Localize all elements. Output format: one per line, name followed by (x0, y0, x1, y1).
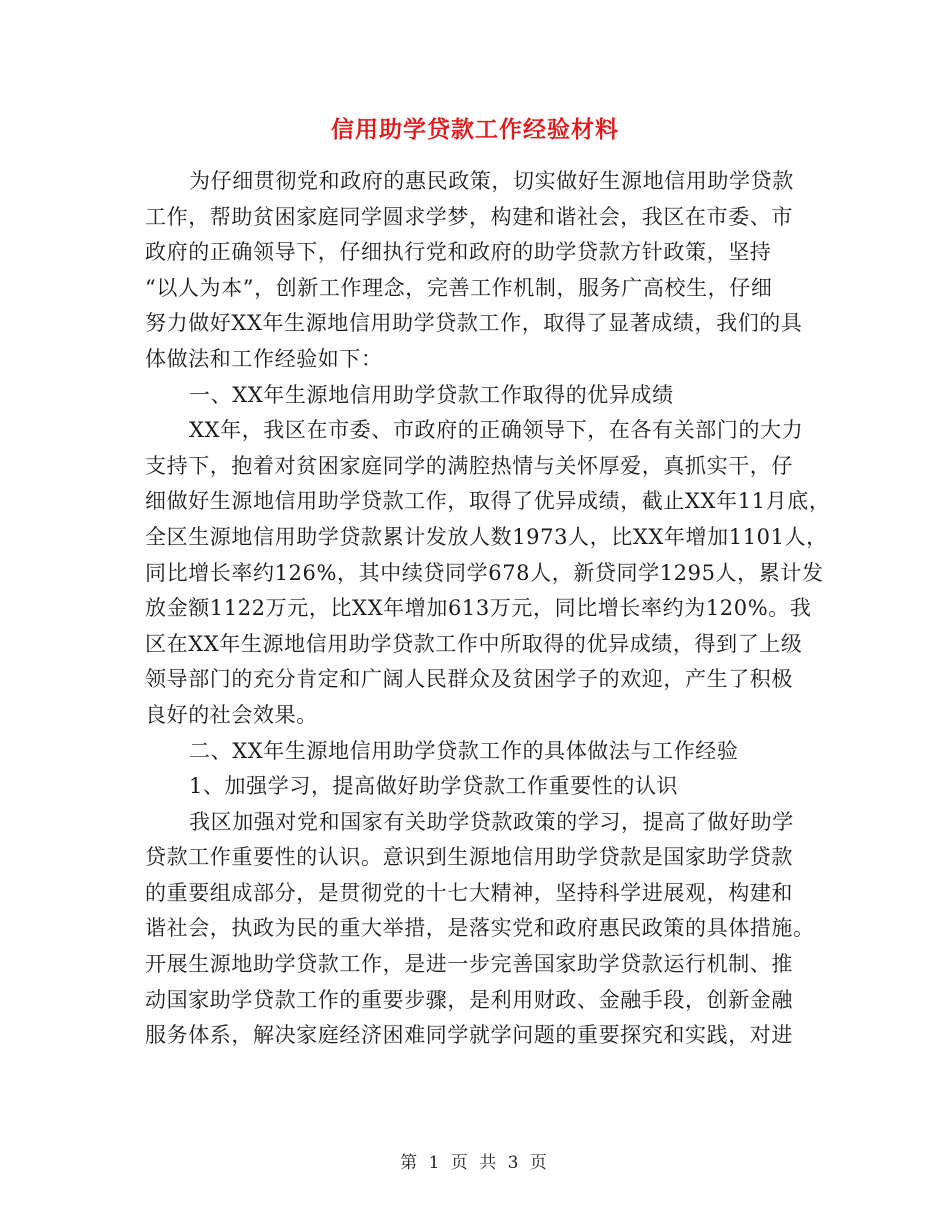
paragraph-line: 谐社会，执政为民的重大举措，是落实党和政府惠民政策的具体措施。 (145, 916, 815, 941)
paragraph-line: 工作，帮助贫困家庭同学圆求学梦，构建和谐社会，我区在市委、市 (145, 204, 793, 229)
paragraph-line: 我区加强对党和国家有关助学贷款政策的学习，提高了做好助学 (189, 809, 794, 834)
paragraph-line: 支持下，抱着对贫困家庭同学的满腔热情与关怀厚爱，真抓实干，仔 (145, 453, 793, 478)
page-footer: 第 1 页 共 3 页 (400, 1153, 550, 1173)
paragraph-line: 服务体系，解决家庭经济困难同学就学问题的重要探究和实践，对进 (145, 1023, 793, 1048)
section-heading: 一、XX年生源地信用助学贷款工作取得的优异成绩 (189, 382, 674, 407)
paragraph-line: 为仔细贯彻党和政府的惠民政策，切实做好生源地信用助学贷款 (189, 169, 794, 193)
paragraph-line: 放金额1122万元，比XX年增加613万元，同比增长率约为120%。我 (145, 596, 812, 621)
paragraph-line: 开展生源地助学贷款工作，是进一步完善国家助学贷款运行机制、推 (145, 952, 793, 977)
paragraph-line: 区在XX年生源地信用助学贷款工作中所取得的优异成绩，得到了上级 (145, 631, 803, 656)
paragraph-line: 良好的社会效果。 (145, 702, 318, 727)
paragraph-line: XX年，我区在市委、市政府的正确领导下，在各有关部门的大力 (189, 418, 804, 443)
paragraph-line: 领导部门的充分肯定和广阔人民群众及贫困学子的欢迎，产生了积极 (145, 667, 793, 692)
paragraph-line: 同比增长率约126%，其中续贷同学678人，新贷同学1295人，累计发 (145, 560, 824, 585)
document-title: 信用助学贷款工作经验材料 (331, 116, 619, 143)
paragraph-line: 细做好生源地信用助学贷款工作，取得了优异成绩，截止XX年11月底， (145, 489, 831, 514)
document-body (145, 164, 835, 1054)
paragraph-line: 政府的正确领导下，仔细执行党和政府的助学贷款方针政策，坚持 (145, 240, 772, 265)
paragraph-line: 贷款工作重要性的认识。意识到生源地信用助学贷款是国家助学贷款 (145, 845, 793, 870)
paragraph-line: 动国家助学贷款工作的重要步骤，是利用财政、金融手段，创新金融 (145, 987, 793, 1012)
section-heading: 二、XX年生源地信用助学贷款工作的具体做法与工作经验 (189, 738, 739, 763)
paragraph-line: 的重要组成部分，是贯彻党的十七大精神，坚持科学进展观，构建和 (145, 880, 793, 905)
subsection-heading: 1、加强学习，提高做好助学贷款工作重要性的认识 (189, 774, 679, 799)
paragraph-line: 努力做好XX年生源地信用助学贷款工作，取得了显著成绩，我们的具 (145, 311, 803, 336)
paragraph-line: 全区生源地信用助学贷款累计发放人数1973人，比XX年增加1101人， (145, 524, 828, 549)
paragraph-line: 体做法和工作经验如下： (145, 346, 383, 371)
paragraph-line: “以人为本”，创新工作理念，完善工作机制，服务广高校生，仔细 (145, 275, 773, 300)
